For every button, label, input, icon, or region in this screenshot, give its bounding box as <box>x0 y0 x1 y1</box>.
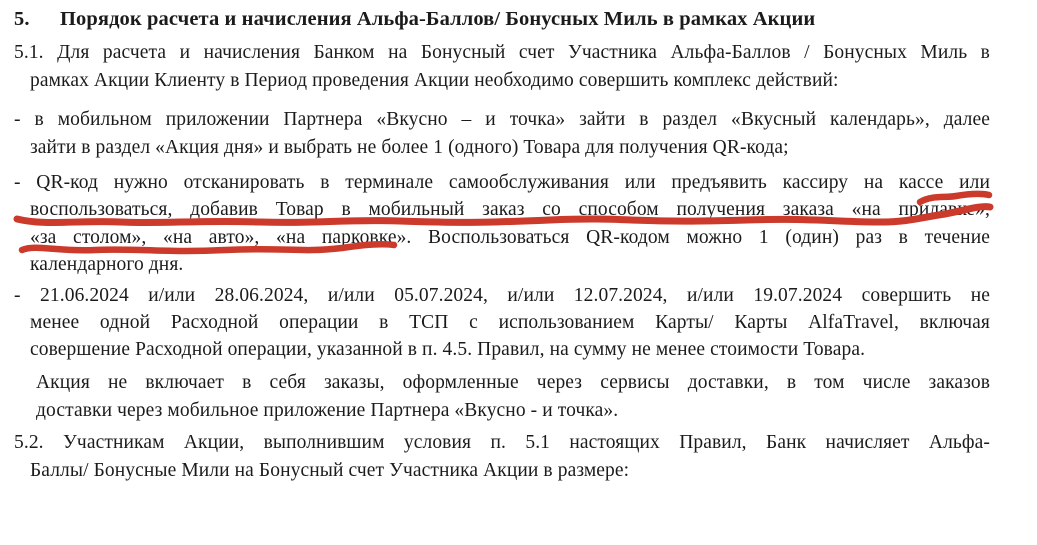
text-line: менее одной Расходной операции в ТСП с использованием Карты/ Карты AlfaTravel, включая <box>30 312 990 333</box>
text-line: воспользоваться, добавив Товар в мобильный заказ со способом получения заказа «на прилавке», <box>30 199 990 221</box>
text-line: Акция не включает в себя заказы, оформленные через сервисы доставки, в том числе заказов <box>36 372 990 393</box>
text-line: - в мобильном приложении Партнера «Вкусно – и точка» зайти в раздел «Вкусный календарь», далее <box>14 109 990 130</box>
text-line: зайти в раздел «Акция дня» и выбрать не более 1 (одного) Товара для получения QR-кода; <box>30 137 789 158</box>
text-line: совершение Расходной операции, указанной в п. 4.5. Правил, на сумму не менее стоимости Товара. <box>30 339 866 360</box>
section-title: Порядок расчета и начисления Альфа-Баллов/ Бонусных Миль в рамках Акции <box>60 8 816 30</box>
paragraph-5-2 <box>14 429 990 485</box>
paragraph-delivery-note <box>36 369 990 425</box>
text-line: 5.1. Для расчета и начисления Банком на Бонусный счет Участника Альфа-Баллов / Бонусных Миль в <box>14 42 990 63</box>
text-line: календарного дня. <box>30 254 184 276</box>
bullet-qr-code <box>14 169 990 279</box>
text-line: - QR-код нужно отсканировать в терминале самообслуживания или предъявить кассиру на кассе или <box>14 172 990 193</box>
text-line: 5.2. Участникам Акции, выполнившим условия п. 5.1 настоящих Правил, Банк начисляет Альфа- <box>14 432 990 453</box>
text-line: Баллы/ Бонусные Мили на Бонусный счет Участника Акции в размере: <box>30 460 630 481</box>
bullet-dates <box>14 282 990 363</box>
section-heading <box>14 5 990 33</box>
text-line: рамках Акции Клиенту в Период проведения Акции необходимо совершить комплекс действий: <box>30 70 839 91</box>
section-number: 5. <box>14 8 30 30</box>
text-line: доставки через мобильное приложение Партнера «Вкусно - и точка». <box>36 400 619 421</box>
text-line: «за столом», «на авто», «на парковке». Воспользоваться QR-кодом можно 1 (один) раз в течение <box>30 226 990 248</box>
text-line: - 21.06.2024 и/или 28.06.2024, и/или 05.07.2024, и/или 12.07.2024, и/или 19.07.2024 совершить не <box>14 285 990 306</box>
bullet-mobile-app <box>14 106 990 162</box>
paragraph-5-1 <box>14 39 990 95</box>
